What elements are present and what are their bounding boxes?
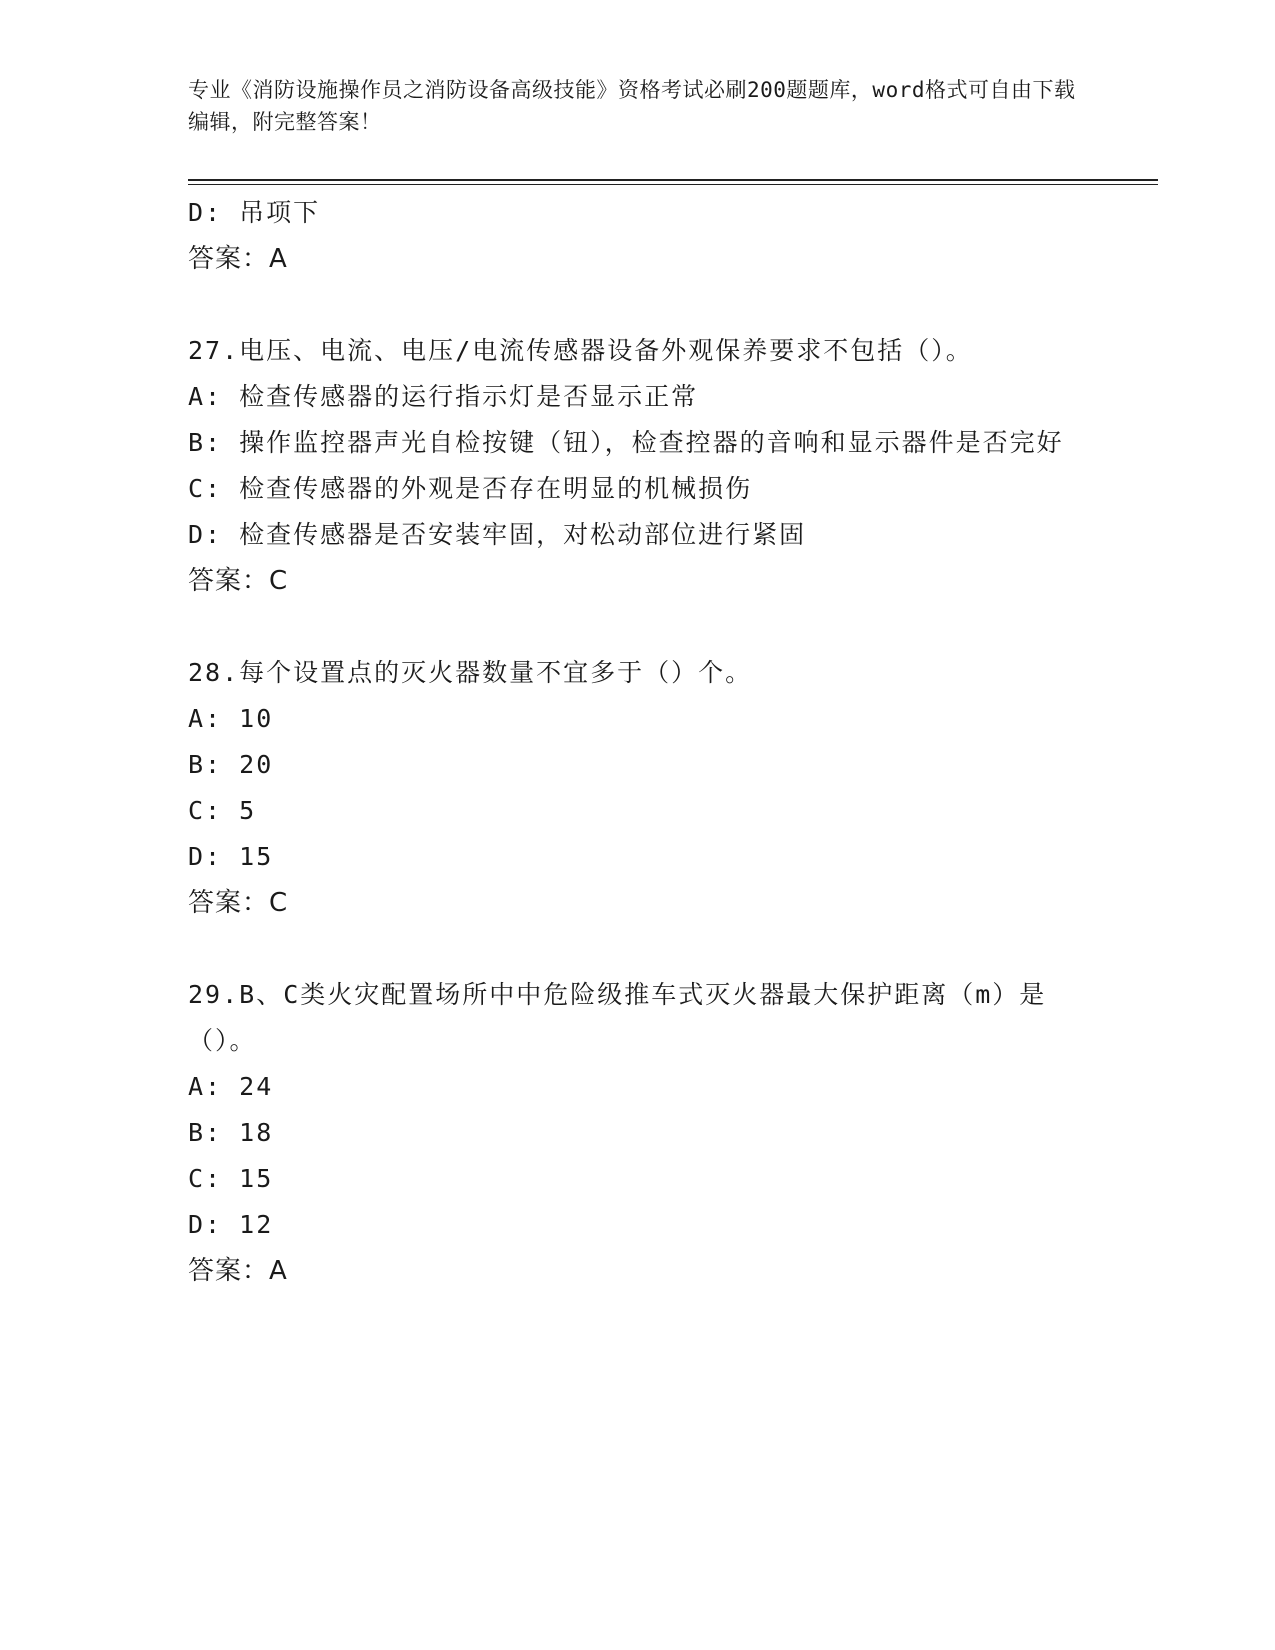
document-header: 专业《消防设施操作员之消防设备高级技能》资格考试必刷200题题库，word格式可自由下载编辑，附完整答案！ [188, 78, 1076, 134]
spacer [188, 604, 1088, 650]
option-b: B: 20 [188, 750, 274, 779]
question-stem: 29.B、C类火灾配置场所中中危险级推车式灭火器最大保护距离（m）是（）。 [188, 980, 1047, 1055]
question-list [188, 190, 1088, 1294]
header-divider [188, 179, 1158, 185]
option-b: B: 18 [188, 1118, 274, 1147]
option-c: C: 5 [188, 796, 257, 825]
spacer [188, 282, 1088, 328]
option-d: D: 12 [188, 1210, 274, 1239]
option-c: C: 检查传感器的外观是否存在明显的机械损伤 [188, 474, 753, 503]
option-a: A: 24 [188, 1072, 274, 1101]
question-stem: 27.电压、电流、电压/电流传感器设备外观保养要求不包括（）。 [188, 336, 973, 365]
answer: 答案：C [188, 888, 289, 918]
option-c: C: 15 [188, 1164, 274, 1193]
question-28 [188, 650, 1088, 926]
answer: 答案：A [188, 244, 288, 274]
spacer [188, 926, 1088, 972]
option-d: D: 检查传感器是否安装牢固，对松动部位进行紧固 [188, 520, 807, 549]
question-27 [188, 328, 1088, 604]
question-29 [188, 972, 1088, 1294]
option-a: A: 检查传感器的运行指示灯是否显示正常 [188, 382, 699, 411]
option-d: D: 15 [188, 842, 274, 871]
answer: 答案：C [188, 566, 289, 596]
option-b: B: 操作监控器声光自检按键（钮），检查控器的音响和显示器件是否完好 [188, 428, 1064, 457]
option-d: D: 吊项下 [188, 198, 321, 227]
option-a: A: 10 [188, 704, 274, 733]
question-stem: 28.每个设置点的灭火器数量不宜多于（）个。 [188, 658, 753, 687]
answer: 答案：A [188, 1256, 288, 1286]
